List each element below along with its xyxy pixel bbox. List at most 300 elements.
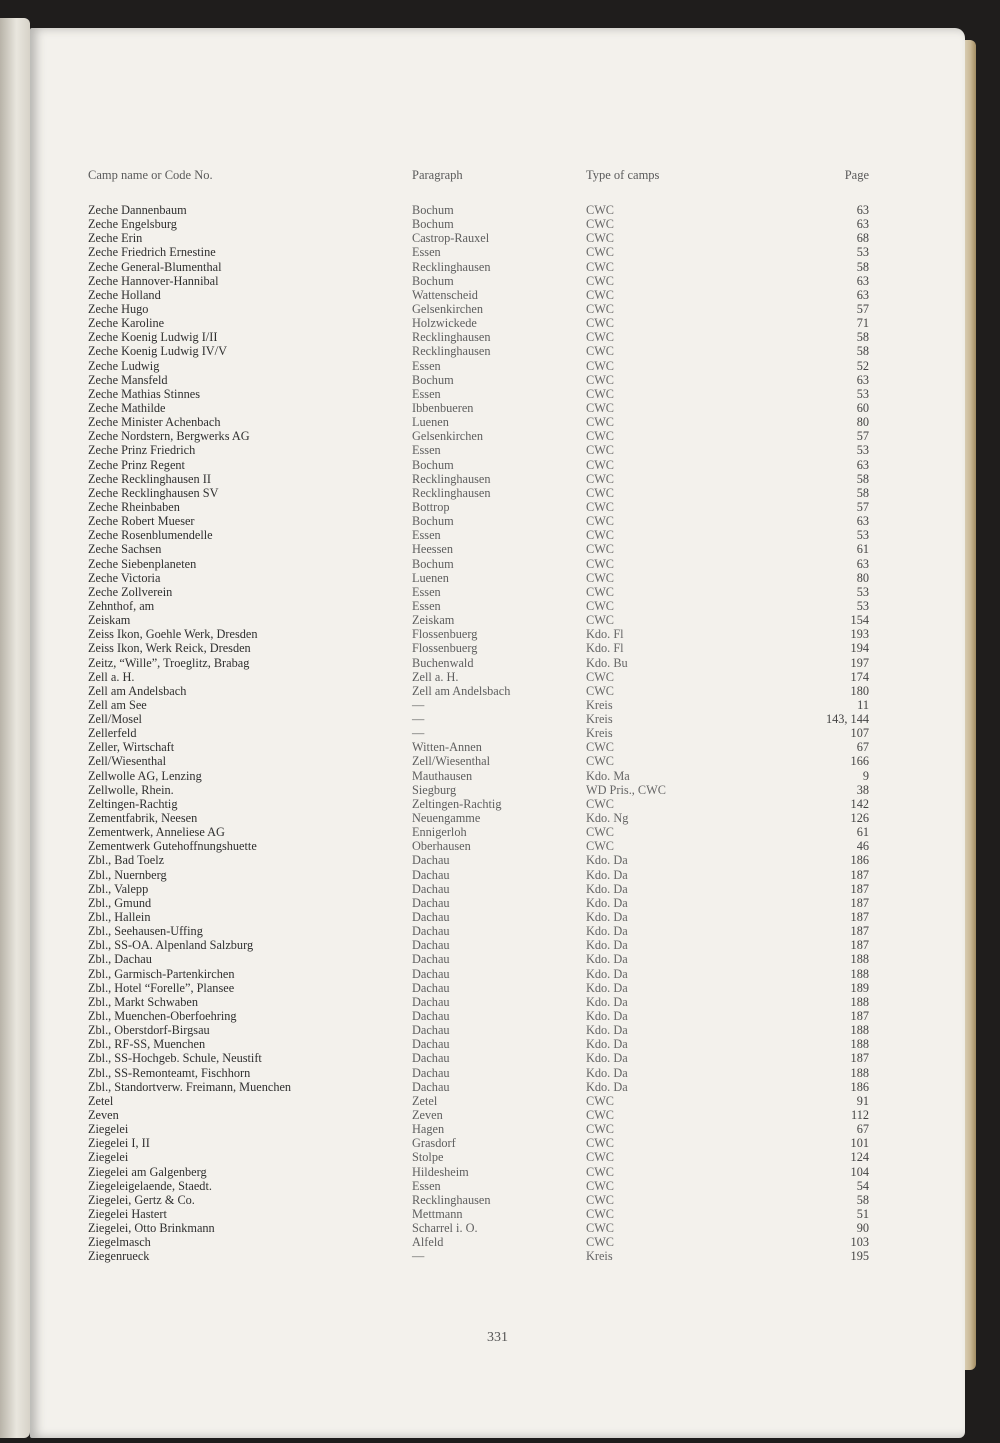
paragraph-cell: Recklinghausen (412, 259, 491, 274)
page-ref-cell: 60 (856, 400, 869, 415)
camp-name-cell: Zbl., Standortverw. Freimann, Muenchen (88, 1079, 292, 1094)
table-row (30, 415, 965, 429)
camp-name-cell: Zeche Koenig Ludwig I/II (88, 330, 218, 345)
camp-type-cell: CWC (586, 330, 615, 345)
table-row (30, 910, 965, 924)
page-ref-cell: 58 (856, 259, 869, 274)
camp-name-cell: Zellwolle, Rhein. (88, 782, 174, 797)
page-ref-cell: 80 (856, 415, 869, 430)
page-ref-cell: 53 (856, 443, 869, 458)
table-row (30, 868, 965, 882)
page-ref-cell: 67 (856, 1122, 869, 1137)
page-ref-cell: 11 (857, 697, 869, 712)
page-ref-cell: 174 (850, 669, 869, 684)
table-row (30, 1136, 965, 1150)
page-ref-cell: 63 (856, 203, 869, 217)
table-row (30, 1080, 965, 1094)
paragraph-cell: Siegburg (412, 782, 457, 797)
table-row (30, 670, 965, 684)
page-ref-cell: 166 (850, 754, 869, 769)
camp-name-cell: Zeche Dannenbaum (88, 203, 187, 217)
camp-name-cell: Zell/Mosel (88, 712, 142, 727)
camp-name-cell: Ziegelei, Otto Brinkmann (88, 1221, 215, 1236)
camp-name-cell: Zeiskam (88, 613, 131, 628)
page-ref-cell: 71 (856, 316, 869, 331)
page-ref-cell: 187 (850, 1051, 869, 1066)
camp-name-cell: Zeche Friedrich Ernestine (88, 245, 216, 260)
camp-name-cell: Zeche General-Blumenthal (88, 259, 222, 274)
page-ref-cell: 188 (850, 1037, 869, 1052)
table-row (30, 627, 965, 641)
page-ref-cell: 58 (856, 485, 869, 500)
paragraph-cell: Essen (412, 528, 441, 543)
table-row (30, 1235, 965, 1249)
column-header (30, 168, 965, 188)
camp-name-cell: Zeche Hannover-Hannibal (88, 273, 219, 288)
page-ref-cell: 186 (850, 853, 869, 868)
table-row (30, 656, 965, 670)
page-ref-cell: 112 (851, 1108, 869, 1122)
paragraph-cell: Heessen (412, 542, 453, 557)
camp-name-cell: Zell/Wiesenthal (88, 754, 167, 769)
paragraph-cell: Dachau (412, 1065, 450, 1080)
camp-name-cell: Ziegeleigelaende, Staedt. (88, 1178, 212, 1193)
page-ref-cell: 187 (850, 910, 869, 925)
camp-type-cell: CWC (586, 344, 615, 359)
camp-name-cell: Zbl., Oberstdorf-Birgsau (88, 1023, 210, 1038)
paragraph-cell: Essen (412, 1178, 441, 1193)
table-row (30, 811, 965, 825)
paragraph-cell: Ibbenbueren (412, 400, 474, 415)
table-row (30, 1108, 965, 1122)
paragraph-cell: Gelsenkirchen (412, 301, 484, 316)
camp-type-cell: CWC (586, 528, 615, 543)
page-ref-cell: 63 (856, 514, 869, 529)
page-ref-cell: 53 (856, 584, 869, 599)
page-ref-cell: 38 (856, 782, 869, 797)
table-row (30, 571, 965, 585)
page-ref-cell: 103 (850, 1235, 869, 1250)
camp-name-cell: Zeller, Wirtschaft (88, 740, 175, 755)
camp-type-cell: CWC (586, 584, 615, 599)
camp-type-cell: Kdo. Fl (586, 627, 624, 642)
table-row (30, 1066, 965, 1080)
page-ref-cell: 53 (856, 598, 869, 613)
paragraph-cell: — (412, 712, 425, 727)
camp-name-cell: Zell a. H. (88, 669, 135, 684)
table-row (30, 1009, 965, 1023)
camp-type-cell: CWC (586, 471, 615, 486)
camp-type-cell: Kdo. Da (586, 1009, 628, 1024)
paragraph-cell: Bochum (412, 514, 454, 529)
page-ref-cell: 63 (856, 372, 869, 387)
table-row (30, 373, 965, 387)
table-row (30, 1150, 965, 1164)
table-row (30, 967, 965, 981)
camp-type-cell: Kdo. Da (586, 952, 628, 967)
table-row (30, 740, 965, 754)
page-ref-cell: 61 (856, 825, 869, 840)
camp-name-cell: Zeche Recklinghausen SV (88, 485, 219, 500)
camp-type-cell: Kdo. Da (586, 966, 628, 981)
page-ref-cell: 53 (856, 386, 869, 401)
camp-type-cell: CWC (586, 683, 615, 698)
table-row (30, 797, 965, 811)
paragraph-cell: Dachau (412, 1009, 450, 1024)
camp-name-cell: Zeiss Ikon, Goehle Werk, Dresden (88, 627, 258, 642)
page-ref-cell: 197 (850, 655, 869, 670)
paragraph-cell: Wattenscheid (412, 287, 478, 302)
paragraph-cell: Bochum (412, 273, 454, 288)
camp-type-cell: CWC (586, 740, 615, 755)
table-row (30, 952, 965, 966)
page-ref-cell: 154 (850, 613, 869, 628)
paragraph-cell: Dachau (412, 994, 450, 1009)
page-ref-cell: 52 (856, 358, 869, 373)
camp-name-cell: Zeche Siebenplaneten (88, 556, 197, 571)
paragraph-cell: Witten-Annen (412, 740, 482, 755)
camp-name-cell: Zeche Zollverein (88, 584, 173, 599)
camp-name-cell: Zbl., SS-Remonteamt, Fischhorn (88, 1065, 251, 1080)
camp-name-cell: Zeche Mansfeld (88, 372, 168, 387)
page-ref-cell: 90 (856, 1221, 869, 1236)
paragraph-cell: Flossenbuerg (412, 641, 478, 656)
page-ref-cell: 187 (850, 938, 869, 953)
page-ref-cell: 189 (850, 980, 869, 995)
camp-type-cell: CWC (586, 1093, 615, 1108)
paragraph-cell: Dachau (412, 924, 450, 939)
paragraph-cell: Dachau (412, 910, 450, 925)
paragraph-cell: Dachau (412, 966, 450, 981)
table-row (30, 302, 965, 316)
camp-type-cell: CWC (586, 1150, 615, 1165)
page-ref-cell: 104 (850, 1164, 869, 1179)
page-ref-cell: 188 (850, 994, 869, 1009)
paragraph-cell: Bottrop (412, 499, 450, 514)
page-ref-cell: 51 (856, 1206, 869, 1221)
paragraph-cell: Dachau (412, 1037, 450, 1052)
paragraph-cell: Flossenbuerg (412, 627, 478, 642)
camp-type-cell: Kdo. Fl (586, 641, 624, 656)
paragraph-cell: Essen (412, 358, 441, 373)
table-row (30, 1207, 965, 1221)
paragraph-cell: Oberhausen (412, 839, 471, 854)
camp-name-cell: Zeche Prinz Friedrich (88, 443, 196, 458)
camp-type-cell: CWC (586, 669, 615, 684)
camp-name-cell: Zbl., Garmisch-Partenkirchen (88, 966, 235, 981)
camp-name-cell: Zbl., SS-OA. Alpenland Salzburg (88, 938, 254, 953)
page-ref-cell: 58 (856, 1192, 869, 1207)
camp-type-cell: Kdo. Da (586, 853, 628, 868)
table-row (30, 1193, 965, 1207)
camp-name-cell: Zeche Mathilde (88, 400, 166, 415)
camp-name-cell: Zbl., Hotel “Forelle”, Plansee (88, 980, 235, 995)
paragraph-cell: Bochum (412, 217, 454, 232)
page-number: 331 (487, 1330, 508, 1345)
camp-type-cell: CWC (586, 1122, 615, 1137)
paragraph-cell: Dachau (412, 853, 450, 868)
camp-type-cell: Kdo. Da (586, 910, 628, 925)
page-ref-cell: 57 (856, 301, 869, 316)
table-row (30, 203, 965, 217)
camp-name-cell: Zbl., Hallein (88, 910, 151, 925)
paragraph-cell: Grasdorf (412, 1136, 456, 1151)
page-ref-cell: 53 (856, 528, 869, 543)
paragraph-cell: Essen (412, 443, 441, 458)
camp-name-cell: Ziegelei (88, 1122, 129, 1137)
camp-type-cell: Kdo. Ma (586, 768, 630, 783)
table-row (30, 712, 965, 726)
camp-name-cell: Zeven (88, 1108, 119, 1122)
camp-type-cell: Kdo. Da (586, 1037, 628, 1052)
page-ref-cell: 188 (850, 952, 869, 967)
paragraph-cell: Dachau (412, 867, 450, 882)
table-row (30, 557, 965, 571)
camp-type-cell: CWC (586, 1192, 615, 1207)
page-ref-cell: 143, 144 (825, 712, 869, 727)
camp-type-cell: CWC (586, 372, 615, 387)
paragraph-cell: Zell am Andelsbach (412, 683, 511, 698)
paragraph-cell: — (412, 1249, 425, 1264)
paragraph-cell: Zell a. H. (412, 669, 459, 684)
camp-type-cell: CWC (586, 825, 615, 840)
paragraph-cell: Recklinghausen (412, 344, 491, 359)
paragraph-cell: Essen (412, 584, 441, 599)
paragraph-cell: Luenen (412, 570, 449, 585)
table-row (30, 641, 965, 655)
page-ref-cell: 46 (856, 839, 869, 854)
page-ref-cell: 63 (856, 287, 869, 302)
camp-type-cell: Kdo. Da (586, 895, 628, 910)
camp-type-cell: Kdo. Da (586, 1079, 628, 1094)
table-row (30, 1023, 965, 1037)
camp-type-cell: CWC (586, 245, 615, 260)
camp-type-cell: Kdo. Da (586, 1051, 628, 1066)
camp-type-cell: CWC (586, 796, 615, 811)
paragraph-cell: Dachau (412, 895, 450, 910)
camp-name-cell: Ziegenrueck (88, 1249, 150, 1264)
camp-type-cell: Kdo. Da (586, 938, 628, 953)
page-ref-cell: 61 (856, 542, 869, 557)
table-row (30, 1122, 965, 1136)
table-row (30, 924, 965, 938)
facing-page-edge (0, 18, 30, 1438)
page-ref-cell: 9 (862, 768, 869, 783)
paragraph-cell: Dachau (412, 952, 450, 967)
camp-type-cell: CWC (586, 429, 615, 444)
table-row (30, 1179, 965, 1193)
camp-type-cell: Kdo. Da (586, 1065, 628, 1080)
table-row (30, 344, 965, 358)
table-row (30, 359, 965, 373)
camp-name-cell: Ziegelei (88, 1150, 129, 1165)
paragraph-cell: — (412, 726, 425, 741)
camp-type-cell: CWC (586, 415, 615, 430)
paragraph-cell: Bochum (412, 203, 454, 217)
camp-name-cell: Zeche Recklinghausen II (88, 471, 211, 486)
camp-name-cell: Zeche Karoline (88, 316, 165, 331)
camp-type-cell: Kreis (586, 726, 613, 741)
page-ref-cell: 58 (856, 330, 869, 345)
paragraph-cell: Dachau (412, 1023, 450, 1038)
page-ref-cell: 91 (856, 1093, 869, 1108)
page-ref-cell: 188 (850, 1065, 869, 1080)
page-ref-cell: 57 (856, 499, 869, 514)
camp-name-cell: Zbl., SS-Hochgeb. Schule, Neustift (88, 1051, 262, 1066)
table-row (30, 853, 965, 867)
camp-type-cell: Kdo. Da (586, 1023, 628, 1038)
table-row (30, 1094, 965, 1108)
camp-type-cell: CWC (586, 287, 615, 302)
paragraph-cell: Dachau (412, 938, 450, 953)
paragraph-cell: Zeltingen-Rachtig (412, 796, 502, 811)
table-row (30, 1051, 965, 1065)
camp-type-cell: Kdo. Da (586, 881, 628, 896)
paragraph-cell: Stolpe (412, 1150, 444, 1165)
camp-name-cell: Zehnthof, am (88, 598, 155, 613)
camp-type-cell: CWC (586, 499, 615, 514)
camp-type-cell: Kdo. Da (586, 994, 628, 1009)
page-ref-cell: 57 (856, 429, 869, 444)
paragraph-cell: Essen (412, 245, 441, 260)
camp-name-cell: Zeche Rosenblumendelle (88, 528, 213, 543)
paragraph-cell: Recklinghausen (412, 330, 491, 345)
camp-name-cell: Zeltingen-Rachtig (88, 796, 178, 811)
page-ref-cell: 188 (850, 1023, 869, 1038)
document-page (30, 28, 965, 1438)
paragraph-cell: Hagen (412, 1122, 445, 1137)
camp-name-cell: Zeche Mathias Stinnes (88, 386, 201, 401)
camp-name-cell: Zbl., RF-SS, Muenchen (88, 1037, 206, 1052)
page-ref-cell: 53 (856, 245, 869, 260)
camp-type-cell: Kdo. Da (586, 924, 628, 939)
page-ref-cell: 187 (850, 867, 869, 882)
camp-name-cell: Zbl., Dachau (88, 952, 152, 967)
paragraph-cell: Dachau (412, 1079, 450, 1094)
page-ref-cell: 187 (850, 924, 869, 939)
camp-type-cell: CWC (586, 358, 615, 373)
camp-type-cell: Kdo. Da (586, 980, 628, 995)
camp-name-cell: Zell am See (88, 697, 147, 712)
camp-type-cell: CWC (586, 400, 615, 415)
header-page: Page (844, 168, 869, 182)
page-ref-cell: 193 (850, 627, 869, 642)
paragraph-cell: Zetel (412, 1093, 438, 1108)
paragraph-cell: Bochum (412, 372, 454, 387)
table-row (30, 330, 965, 344)
camp-name-cell: Ziegelei am Galgenberg (88, 1164, 207, 1179)
camp-type-cell: Kdo. Bu (586, 655, 628, 670)
index-table (30, 203, 965, 1264)
camp-name-cell: Zeche Nordstern, Bergwerks AG (88, 429, 250, 444)
camp-type-cell: CWC (586, 259, 615, 274)
paragraph-cell: Dachau (412, 1051, 450, 1066)
table-row (30, 783, 965, 797)
camp-name-cell: Zeche Sachsen (88, 542, 162, 557)
page-ref-cell: 126 (850, 811, 869, 826)
paragraph-cell: Dachau (412, 980, 450, 995)
table-row (30, 528, 965, 542)
page-ref-cell: 101 (850, 1136, 869, 1151)
table-row (30, 231, 965, 245)
camp-name-cell: Zeche Hugo (88, 301, 149, 316)
paragraph-cell: Recklinghausen (412, 1192, 491, 1207)
table-row (30, 217, 965, 231)
table-row (30, 995, 965, 1009)
paragraph-cell: Holzwickede (412, 316, 477, 331)
table-row (30, 245, 965, 259)
camp-name-cell: Ziegelmasch (88, 1235, 151, 1250)
camp-name-cell: Zeche Rheinbaben (88, 499, 180, 514)
page-ref-cell: 187 (850, 1009, 869, 1024)
camp-name-cell: Ziegelei Hastert (88, 1206, 167, 1221)
paragraph-cell: Ennigerloh (412, 825, 467, 840)
camp-type-cell: CWC (586, 485, 615, 500)
header-paragraph: Paragraph (412, 168, 463, 182)
table-row (30, 1249, 965, 1263)
camp-name-cell: Zellerfeld (88, 726, 137, 741)
paragraph-cell: Neuengamme (412, 811, 481, 826)
camp-type-cell: CWC (586, 754, 615, 769)
paragraph-cell: Bochum (412, 457, 454, 472)
camp-type-cell: CWC (586, 301, 615, 316)
table-row (30, 1165, 965, 1179)
table-row (30, 401, 965, 415)
camp-type-cell: CWC (586, 1221, 615, 1236)
camp-name-cell: Zeche Ludwig (88, 358, 160, 373)
camp-type-cell: CWC (586, 613, 615, 628)
paragraph-cell: Zell/Wiesenthal (412, 754, 491, 769)
table-row (30, 938, 965, 952)
camp-name-cell: Zbl., Gmund (88, 895, 152, 910)
table-row (30, 542, 965, 556)
camp-name-cell: Zbl., Bad Toelz (88, 853, 165, 868)
paragraph-cell: Castrop-Rauxel (412, 231, 490, 246)
camp-name-cell: Zeche Prinz Regent (88, 457, 185, 472)
camp-name-cell: Zeche Robert Mueser (88, 514, 195, 529)
table-row (30, 500, 965, 514)
table-row (30, 458, 965, 472)
camp-name-cell: Zbl., Muenchen-Oberfoehring (88, 1009, 237, 1024)
camp-name-cell: Zbl., Seehausen-Uffing (88, 924, 203, 939)
camp-name-cell: Zeche Engelsburg (88, 217, 177, 232)
page-ref-cell: 142 (850, 796, 869, 811)
camp-name-cell: Zementwerk, Anneliese AG (88, 825, 225, 840)
camp-type-cell: Kreis (586, 712, 613, 727)
table-row (30, 698, 965, 712)
camp-type-cell: CWC (586, 570, 615, 585)
paragraph-cell: Hildesheim (412, 1164, 469, 1179)
header-camp-name: Camp name or Code No. (88, 168, 213, 182)
paragraph-cell: Essen (412, 598, 441, 613)
paragraph-cell: Dachau (412, 881, 450, 896)
camp-type-cell: CWC (586, 556, 615, 571)
table-row (30, 472, 965, 486)
page-ref-cell: 63 (856, 457, 869, 472)
camp-type-cell: CWC (586, 839, 615, 854)
paragraph-cell: Mettmann (412, 1206, 463, 1221)
page-ref-cell: 195 (850, 1249, 869, 1264)
table-row (30, 274, 965, 288)
camp-name-cell: Zeche Koenig Ludwig IV/V (88, 344, 227, 359)
camp-type-cell: CWC (586, 1108, 615, 1122)
camp-name-cell: Zetel (88, 1093, 114, 1108)
table-row (30, 882, 965, 896)
camp-name-cell: Zbl., Valepp (88, 881, 149, 896)
camp-type-cell: CWC (586, 316, 615, 331)
table-row (30, 769, 965, 783)
camp-name-cell: Zementwerk Gutehoffnungshuette (88, 839, 257, 854)
